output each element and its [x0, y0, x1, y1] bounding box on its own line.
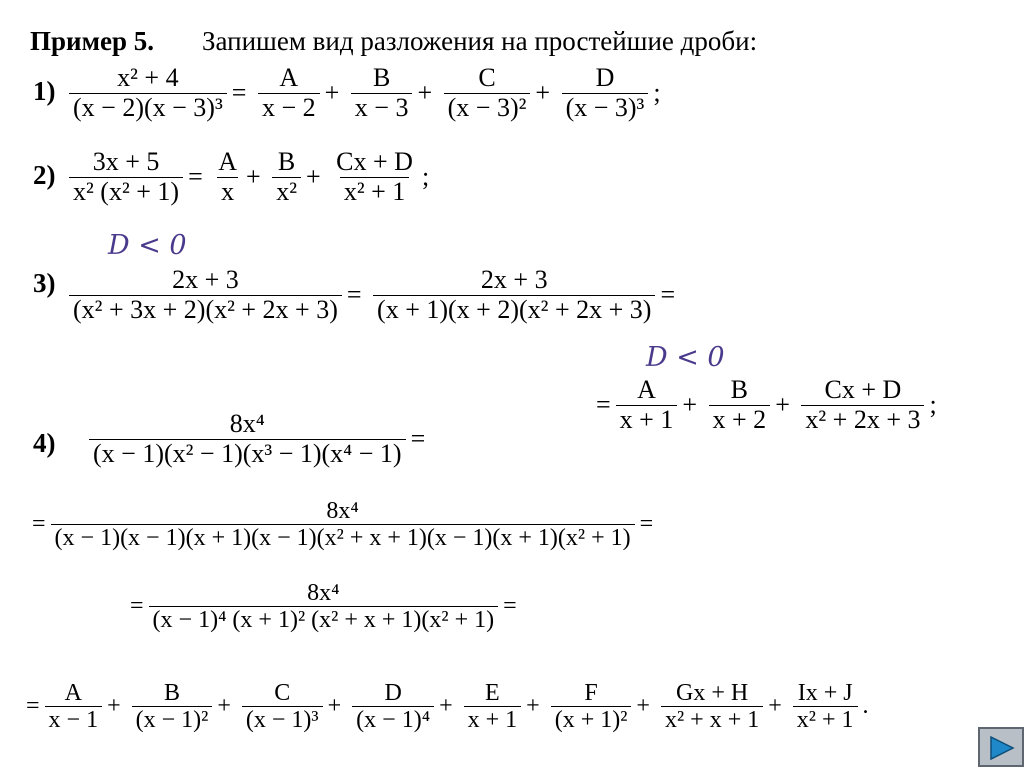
- fraction: $\frac{B}{x + 2}$: [709, 376, 771, 434]
- fraction: $\frac{3x + 5}{\text{x² (x² + 1)}}$: [69, 148, 183, 206]
- equation-2: $\frac{3x + 5}{\text{x² (x² + 1)}}$ = $\frac{A}{x}$ + $\frac{B}{\text{x²}}$ + $\frac{Cx + D}{\text{x² + 1}}$ ;: [66, 148, 431, 206]
- equation-3-decomposition: = $\frac{A}{x + 1}$ + $\frac{B}{x + 2}$ + $\frac{Cx + D}{\text{x² + 2x + 3}}$ ;: [596, 375, 937, 434]
- fraction: $\frac{C}{\text{(x − 3)²}}$: [444, 64, 531, 122]
- equation-3: $\frac{2x + 3}{\text{(x² + 3x + 2)(x² + 2x + 3)}}$ = $\frac{2x + 3}{\text{(x + 1)(x + 2)(x² + 2x + 3)}}$ =: [66, 266, 677, 324]
- fraction: $\frac{F}{\text{(x + 1)²}}$: [551, 680, 632, 734]
- equation-4: $\frac{\text{8x⁴}}{\text{(x − 1)(x² − 1)(x³ − 1)(x⁴ − 1)}}$ =: [86, 410, 427, 468]
- item-label-4: 4): [33, 428, 56, 458]
- equation-1: $\frac{\text{x² + 4}}{\text{(x − 2)(x − 3)³}}$ = $\frac{A}{x - 2}$ + $\frac{B}{x - 3}$ + $\frac{C}{\text{(x − 3)²}}$ + $\frac{D}{\text{(x − 3)³}}$ ;: [66, 64, 663, 122]
- fraction: $\frac{Ix + J}{\text{x² + 1}}$: [793, 680, 858, 734]
- equation-4-decomposition: = $\frac{A}{x - 1}$ + $\frac{B}{\text{(x − 1)²}}$ + $\frac{C}{\text{(x − 1)³}}$ + $\frac{D}{\text{(x − 1)⁴}}$ + $\frac{E}{x + 1}$ + $\frac{F}{\text{(x + 1)²}}$ + $\frac{Gx + H}{\text{x² + x + 1}}$ + $\frac{Ix + J}{\text{x² + 1}}$ .: [26, 680, 869, 734]
- fraction: $\frac{Cx + D}{\text{x² + 2x + 3}}$: [801, 376, 924, 434]
- fraction: $\frac{2x + 3}{\text{(x² + 3x + 2)(x² + 2x + 3)}}$: [69, 266, 342, 324]
- fraction: $\frac{D}{\text{(x − 1)⁴}}$: [352, 680, 434, 734]
- item-label-1: 1): [33, 76, 56, 106]
- fraction: 8x⁴ (x − 1)(x − 1)(x + 1)(x − 1)(x² + x + 1)(x − 1)(x + 1)(x² + 1): [51, 498, 635, 552]
- fraction: $\frac{A}{x - 2}$: [258, 64, 320, 122]
- fraction: $\frac{Cx + D}{\text{x² + 1}}$: [336, 147, 413, 206]
- fraction: $\frac{A}{x}$: [218, 147, 238, 206]
- equation-4-step-2: = $\frac{\text{8x⁴}}{\text{(x − 1)⁴ (x + 1)² (x² + x + 1)(x² + 1)}}$ =: [130, 580, 517, 634]
- fraction: $\frac{\text{x² + 4}}{\text{(x − 2)(x − 3)³}}$: [69, 64, 227, 122]
- fraction: $\frac{A}{x - 1}$: [45, 680, 103, 734]
- fraction: $\frac{B}{\text{x²}}$: [272, 148, 301, 206]
- play-next-icon: [988, 735, 1016, 761]
- fraction: $\frac{Gx + H}{\text{x² + x + 1}}$: [661, 680, 763, 734]
- fraction: $\frac{\text{8x⁴}}{\text{(x − 1)⁴ (x + 1)² (x² + x + 1)(x² + 1)}}$: [149, 580, 499, 634]
- page-title: Запишем вид разложения на простейшие дроби:: [202, 26, 758, 56]
- example-label: Пример 5.: [30, 26, 154, 56]
- fraction: $\frac{D}{\text{(x − 3)³}}$: [562, 64, 649, 122]
- fraction: $\frac{B}{\text{(x − 1)²}}$: [132, 680, 213, 734]
- fraction: $\frac{B}{x - 3}$: [351, 64, 413, 122]
- fraction: $\frac{A}{x + 1}$: [616, 376, 678, 434]
- discriminant-condition: D < 0: [646, 342, 725, 373]
- discriminant-condition: D < 0: [108, 230, 187, 261]
- equation-4-step-1: = 8x⁴ (x − 1)(x − 1)(x + 1)(x − 1)(x² + x + 1)(x − 1)(x + 1)(x² + 1) =: [32, 498, 654, 552]
- fraction: $\frac{\text{8x⁴}}{\text{(x − 1)(x² − 1)(x³ − 1)(x⁴ − 1)}}$: [89, 410, 406, 468]
- next-slide-button[interactable]: [978, 727, 1024, 767]
- item-label-2: 2): [33, 160, 56, 190]
- fraction: $\frac{E}{x + 1}$: [464, 680, 522, 734]
- item-label-3: 3): [33, 268, 56, 298]
- fraction: $\frac{C}{\text{(x − 1)³}}$: [242, 680, 323, 734]
- fraction: $\frac{2x + 3}{\text{(x + 1)(x + 2)(x² + 2x + 3)}}$: [373, 266, 655, 324]
